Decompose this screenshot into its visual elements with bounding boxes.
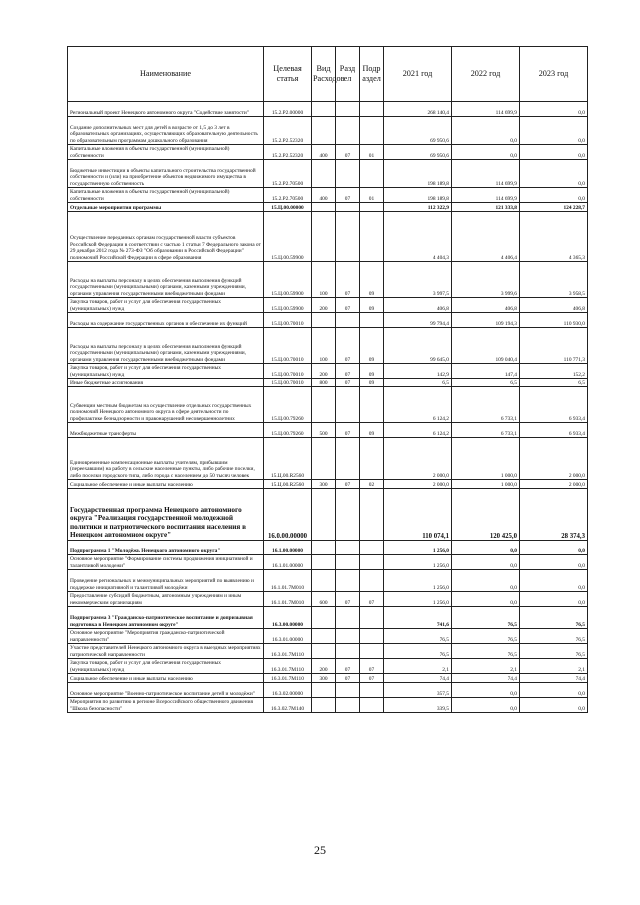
header-2022: 2022 год xyxy=(452,47,520,102)
row-amount-2021: 76,5 xyxy=(384,644,452,659)
table-row xyxy=(68,298,588,313)
row-amount-2022: 1 000,0 xyxy=(452,438,520,480)
row-amount-2021: 3 997,5 xyxy=(384,262,452,298)
row-name: Предоставление субсидий бюджетным, автономным учреждениям и иным некоммерческим организациям xyxy=(68,592,264,607)
row-name: Осуществление переданных органам государственной власти субъектов Российской Федерации в соответствии с частью 1 статьи 7 Федерального закона от 29 декабря 2012 года № 273-ФЗ "Об образовании в Российской Федерации" полномочий Российской Федерации в сфере образования xyxy=(68,212,264,262)
row-subsection xyxy=(360,541,384,555)
row-expense-type: 100 xyxy=(312,328,336,364)
row-section xyxy=(336,644,360,659)
table-row xyxy=(68,698,588,713)
row-expense-type xyxy=(312,438,336,480)
row-name: Расходы на выплаты персоналу в целях обеспечения выполнения функций государственными (муниципальными) органами, казенными учреждениями, органами управления государственными внебюджетными фондами xyxy=(68,262,264,298)
row-target-article: 15.Ц.00.R2560 xyxy=(264,438,312,480)
row-subsection xyxy=(360,683,384,698)
row-amount-2022: 6 733,1 xyxy=(452,387,520,423)
row-section xyxy=(336,387,360,423)
row-subsection: 07 xyxy=(360,674,384,683)
row-amount-2022: 74,4 xyxy=(452,674,520,683)
row-amount-2022: 76,5 xyxy=(452,607,520,629)
row-amount-2023: 0,0 xyxy=(520,117,588,145)
row-section: 07 xyxy=(336,188,360,203)
row-name: Участие представителей Ненецкого автономного округа в выездных мероприятиях патриотической направленности xyxy=(68,644,264,659)
row-amount-2022: 114 699,9 xyxy=(452,160,520,188)
row-expense-type xyxy=(312,698,336,713)
table-row xyxy=(68,674,588,683)
row-target-article: 15.Ц.00.R2560 xyxy=(264,480,312,489)
row-name: Подпрограмма 3 "Гражданско-патриотическое воспитание и допризывная подготовка в Ненецком автономном округе" xyxy=(68,607,264,629)
row-amount-2021: 112 322,9 xyxy=(384,203,452,212)
row-subsection: 01 xyxy=(360,145,384,160)
row-amount-2022: 0,0 xyxy=(452,698,520,713)
table-row xyxy=(68,328,588,364)
row-amount-2021: 142,9 xyxy=(384,364,452,379)
row-section xyxy=(336,160,360,188)
row-amount-2022: 0,0 xyxy=(452,683,520,698)
row-amount-2023: 74,4 xyxy=(520,674,588,683)
row-amount-2022: 0,0 xyxy=(452,145,520,160)
row-amount-2023: 0,0 xyxy=(520,698,588,713)
table-row xyxy=(68,379,588,387)
row-section xyxy=(336,313,360,328)
table-row xyxy=(68,102,588,117)
row-amount-2022: 0,0 xyxy=(452,555,520,570)
row-target-article: 16.3.02.7М140 xyxy=(264,698,312,713)
row-subsection xyxy=(360,489,384,541)
row-expense-type xyxy=(312,102,336,117)
row-target-article: 15.Ц.00.70010 xyxy=(264,379,312,387)
row-section xyxy=(336,570,360,592)
row-subsection xyxy=(360,160,384,188)
row-amount-2022: 0,0 xyxy=(452,541,520,555)
row-name: Социальное обеспечение и иные выплаты населению xyxy=(68,480,264,489)
row-amount-2023: 0,0 xyxy=(520,102,588,117)
row-expense-type: 300 xyxy=(312,480,336,489)
row-subsection xyxy=(360,203,384,212)
table-row xyxy=(68,212,588,262)
row-subsection xyxy=(360,117,384,145)
row-amount-2022: 120 425,0 xyxy=(452,489,520,541)
row-target-article: 16.1.01.00000 xyxy=(264,555,312,570)
row-name: Бюджетные инвестиции в объекты капитального строительства государственной собственности и (или) на приобретение объектов недвижимого имущества в государственную собственность xyxy=(68,160,264,188)
row-amount-2022: 3 999,6 xyxy=(452,262,520,298)
row-amount-2022: 109 194,3 xyxy=(452,313,520,328)
header-2023: 2023 год xyxy=(520,47,588,102)
table-row xyxy=(68,438,588,480)
row-target-article: 16.3.01.7М110 xyxy=(264,659,312,674)
row-subsection xyxy=(360,629,384,644)
row-subsection xyxy=(360,102,384,117)
row-amount-2021: 110 074,1 xyxy=(384,489,452,541)
row-target-article: 15.Ц.00.59900 xyxy=(264,212,312,262)
row-amount-2022: 0,0 xyxy=(452,570,520,592)
row-section: 07 xyxy=(336,480,360,489)
row-subsection xyxy=(360,387,384,423)
row-amount-2023: 0,0 xyxy=(520,555,588,570)
row-expense-type xyxy=(312,683,336,698)
row-amount-2023: 0,0 xyxy=(520,541,588,555)
row-expense-type xyxy=(312,489,336,541)
row-subsection xyxy=(360,607,384,629)
row-amount-2023: 0,0 xyxy=(520,145,588,160)
row-target-article: 16.3.00.00000 xyxy=(264,607,312,629)
row-target-article: 16.1.01.7М010 xyxy=(264,570,312,592)
row-amount-2021: 69 950,6 xyxy=(384,145,452,160)
row-subsection: 01 xyxy=(360,188,384,203)
row-amount-2021: 339,5 xyxy=(384,698,452,713)
row-expense-type xyxy=(312,313,336,328)
row-amount-2021: 268 140,4 xyxy=(384,102,452,117)
row-amount-2023: 3 958,5 xyxy=(520,262,588,298)
row-amount-2022: 6 733,1 xyxy=(452,423,520,438)
row-amount-2023: 152,2 xyxy=(520,364,588,379)
row-amount-2021: 6 124,2 xyxy=(384,423,452,438)
row-amount-2023: 0,0 xyxy=(520,160,588,188)
row-amount-2021: 741,6 xyxy=(384,607,452,629)
row-amount-2021: 357,5 xyxy=(384,683,452,698)
row-expense-type xyxy=(312,644,336,659)
row-amount-2021: 99 794,4 xyxy=(384,313,452,328)
row-target-article: 15.Ц.00.70010 xyxy=(264,364,312,379)
row-expense-type xyxy=(312,203,336,212)
row-amount-2021: 6,5 xyxy=(384,379,452,387)
row-name: Основное мероприятие "Формирование системы продвижения инициативной и талантливой молодежи" xyxy=(68,555,264,570)
row-subsection xyxy=(360,570,384,592)
row-name: Расходы на выплаты персоналу в целях обеспечения выполнения функций государственными (муниципальными) органами, казенными учреждениями, органами управления государственными внебюджетными фондами xyxy=(68,328,264,364)
row-target-article: 16.3.01.7М110 xyxy=(264,674,312,683)
row-amount-2022: 4 406,4 xyxy=(452,212,520,262)
table-row xyxy=(68,629,588,644)
row-amount-2022: 2,1 xyxy=(452,659,520,674)
header-subsection: Подр аздел xyxy=(360,47,384,102)
row-expense-type xyxy=(312,117,336,145)
row-section: 07 xyxy=(336,423,360,438)
row-target-article: 15.2.P2.70500 xyxy=(264,160,312,188)
row-amount-2021: 1 256,0 xyxy=(384,570,452,592)
row-subsection xyxy=(360,438,384,480)
table-row xyxy=(68,570,588,592)
row-section: 07 xyxy=(336,262,360,298)
row-target-article: 16.3.01.00000 xyxy=(264,629,312,644)
table-row xyxy=(68,607,588,629)
table-row xyxy=(68,480,588,489)
row-expense-type: 300 xyxy=(312,674,336,683)
row-expense-type xyxy=(312,541,336,555)
row-amount-2023: 2 000,0 xyxy=(520,480,588,489)
row-section: 07 xyxy=(336,145,360,160)
row-amount-2021: 6 124,2 xyxy=(384,387,452,423)
row-amount-2022: 6,5 xyxy=(452,379,520,387)
row-amount-2023: 6 933,4 xyxy=(520,423,588,438)
row-name: Государственная программа Ненецкого автономного округа "Реализация государственной молодежной политики и патриотического воспитания населения в Ненецком автономном округе" xyxy=(68,489,264,541)
row-amount-2023: 28 374,3 xyxy=(520,489,588,541)
table-row xyxy=(68,262,588,298)
row-amount-2023: 6 933,4 xyxy=(520,387,588,423)
row-section: 07 xyxy=(336,659,360,674)
row-amount-2023: 0,0 xyxy=(520,570,588,592)
row-amount-2023: 0,0 xyxy=(520,188,588,203)
table-body xyxy=(68,102,588,713)
row-expense-type: 100 xyxy=(312,262,336,298)
row-name: Иные бюджетные ассигнования xyxy=(68,379,264,387)
row-amount-2021: 406,8 xyxy=(384,298,452,313)
row-amount-2023: 124 228,7 xyxy=(520,203,588,212)
row-name: Закупка товаров, работ и услуг для обеспечения государственных (муниципальных) нужд xyxy=(68,659,264,674)
row-expense-type xyxy=(312,387,336,423)
row-expense-type xyxy=(312,629,336,644)
row-expense-type: 200 xyxy=(312,659,336,674)
row-name: Капитальные вложения в объекты государственной (муниципальной) собственности xyxy=(68,188,264,203)
row-target-article: 15.Ц.00.70010 xyxy=(264,328,312,364)
row-target-article: 15.2.P2.00000 xyxy=(264,102,312,117)
row-amount-2021: 198 189,8 xyxy=(384,188,452,203)
row-subsection: 09 xyxy=(360,379,384,387)
row-target-article: 15.Ц.00.59900 xyxy=(264,262,312,298)
header-expense-type: Вид Расходов xyxy=(312,47,336,102)
row-target-article: 15.2.P2.52320 xyxy=(264,117,312,145)
row-amount-2021: 1 256,0 xyxy=(384,555,452,570)
row-section xyxy=(336,698,360,713)
table-row xyxy=(68,188,588,203)
row-expense-type: 200 xyxy=(312,364,336,379)
row-amount-2022: 76,5 xyxy=(452,629,520,644)
row-name: Субвенции местным бюджетам на осуществление отдельных государственных полномочий Ненецкого автономного округа в сфере деятельности по профилактике безнадзорности и правонарушений несовершеннолетних xyxy=(68,387,264,423)
row-name: Единовременные компенсационные выплаты учителям, прибывшим (переехавшим) на работу в сельские населенные пункты, либо рабочие поселки, либо поселки городского типа, либо города с населением до 50 тысяч человек xyxy=(68,438,264,480)
table-row xyxy=(68,364,588,379)
row-amount-2023: 76,5 xyxy=(520,607,588,629)
header-2021: 2021 год xyxy=(384,47,452,102)
table-row xyxy=(68,644,588,659)
row-subsection: 07 xyxy=(360,592,384,607)
row-expense-type xyxy=(312,212,336,262)
row-amount-2023: 6,5 xyxy=(520,379,588,387)
header-article: Целевая статья xyxy=(264,47,312,102)
row-amount-2022: 406,8 xyxy=(452,298,520,313)
row-section xyxy=(336,683,360,698)
row-subsection: 09 xyxy=(360,298,384,313)
table-row xyxy=(68,489,588,541)
row-expense-type: 400 xyxy=(312,145,336,160)
row-section xyxy=(336,541,360,555)
row-amount-2021: 76,5 xyxy=(384,629,452,644)
row-expense-type: 800 xyxy=(312,379,336,387)
row-name: Проведение региональных и межмуниципальных мероприятий по выявлению и поддержке инициативной и талантливой молодёжи xyxy=(68,570,264,592)
row-amount-2023: 110 771,3 xyxy=(520,328,588,364)
row-subsection: 09 xyxy=(360,328,384,364)
row-amount-2023: 110 930,0 xyxy=(520,313,588,328)
row-amount-2023: 0,0 xyxy=(520,683,588,698)
row-section xyxy=(336,555,360,570)
row-name: Основное мероприятие "Военно-патриотическое воспитание детей и молодёжи" xyxy=(68,683,264,698)
row-subsection xyxy=(360,555,384,570)
row-amount-2022: 114 699,9 xyxy=(452,102,520,117)
row-target-article: 15.Ц.00.79260 xyxy=(264,423,312,438)
row-target-article: 15.Ц.00.70010 xyxy=(264,313,312,328)
table-row xyxy=(68,683,588,698)
row-section xyxy=(336,629,360,644)
row-name: Отдельные мероприятия программы xyxy=(68,203,264,212)
table-row xyxy=(68,555,588,570)
table-row xyxy=(68,313,588,328)
table-row xyxy=(68,117,588,145)
table-header-row xyxy=(68,47,588,102)
row-target-article: 16.3.01.7М110 xyxy=(264,644,312,659)
header-name: Наименование xyxy=(68,47,264,102)
row-subsection: 09 xyxy=(360,262,384,298)
row-subsection: 09 xyxy=(360,364,384,379)
row-amount-2022: 0,0 xyxy=(452,592,520,607)
row-subsection: 07 xyxy=(360,659,384,674)
row-subsection xyxy=(360,644,384,659)
row-expense-type: 200 xyxy=(312,298,336,313)
row-subsection xyxy=(360,698,384,713)
row-target-article: 15.2.P2.70500 xyxy=(264,188,312,203)
row-target-article: 15.Ц.00.59900 xyxy=(264,298,312,313)
row-amount-2022: 109 040,4 xyxy=(452,328,520,364)
row-section xyxy=(336,212,360,262)
row-expense-type xyxy=(312,607,336,629)
row-section: 07 xyxy=(336,328,360,364)
row-amount-2023: 4 365,3 xyxy=(520,212,588,262)
row-section xyxy=(336,489,360,541)
row-subsection xyxy=(360,313,384,328)
table-row xyxy=(68,659,588,674)
row-name: Межбюджетные трансферты xyxy=(68,423,264,438)
row-expense-type xyxy=(312,555,336,570)
row-subsection: 02 xyxy=(360,480,384,489)
row-amount-2022: 147,4 xyxy=(452,364,520,379)
row-name: Расходы на содержание государственных органов и обеспечение их функций xyxy=(68,313,264,328)
row-name: Подпрограмма 1 "Молодёжь Ненецкого автономного округа" xyxy=(68,541,264,555)
row-subsection: 09 xyxy=(360,423,384,438)
row-section xyxy=(336,117,360,145)
row-name: Социальное обеспечение и иные выплаты населению xyxy=(68,674,264,683)
row-target-article: 16.0.00.00000 xyxy=(264,489,312,541)
table-row xyxy=(68,387,588,423)
row-expense-type: 400 xyxy=(312,188,336,203)
row-expense-type: 600 xyxy=(312,592,336,607)
row-amount-2021: 2 000,0 xyxy=(384,438,452,480)
row-target-article: 15.Ц.00.79260 xyxy=(264,387,312,423)
row-amount-2023: 406,8 xyxy=(520,298,588,313)
row-section: 07 xyxy=(336,379,360,387)
row-target-article: 16.3.02.00000 xyxy=(264,683,312,698)
budget-table xyxy=(67,46,588,713)
table-row xyxy=(68,592,588,607)
row-name: Региональный проект Ненецкого автономного округа "Содействие занятости" xyxy=(68,102,264,117)
row-amount-2023: 76,5 xyxy=(520,629,588,644)
row-amount-2021: 69 950,6 xyxy=(384,117,452,145)
row-target-article: 15.Ц.00.00000 xyxy=(264,203,312,212)
row-name: Основное мероприятие "Мероприятия гражданско-патриотической направленности" xyxy=(68,629,264,644)
row-expense-type xyxy=(312,160,336,188)
row-name: Закупка товаров, работ и услуг для обеспечения государственных (муниципальных) нужд xyxy=(68,298,264,313)
row-amount-2021: 1 256,0 xyxy=(384,592,452,607)
row-amount-2021: 1 256,0 xyxy=(384,541,452,555)
row-amount-2021: 74,4 xyxy=(384,674,452,683)
row-section: 07 xyxy=(336,592,360,607)
row-amount-2023: 0,0 xyxy=(520,592,588,607)
row-amount-2021: 2,1 xyxy=(384,659,452,674)
row-amount-2021: 198 189,8 xyxy=(384,160,452,188)
row-section: 07 xyxy=(336,298,360,313)
row-target-article: 16.1.00.00000 xyxy=(264,541,312,555)
row-section: 07 xyxy=(336,674,360,683)
row-expense-type xyxy=(312,570,336,592)
row-amount-2021: 2 000,0 xyxy=(384,480,452,489)
table-row xyxy=(68,541,588,555)
table-row xyxy=(68,203,588,212)
row-amount-2023: 2,1 xyxy=(520,659,588,674)
row-expense-type: 500 xyxy=(312,423,336,438)
row-section xyxy=(336,203,360,212)
table-row xyxy=(68,145,588,160)
row-amount-2022: 121 333,8 xyxy=(452,203,520,212)
row-amount-2022: 1 000,0 xyxy=(452,480,520,489)
row-name: Закупка товаров, работ и услуг для обеспечения государственных (муниципальных) нужд xyxy=(68,364,264,379)
row-section xyxy=(336,102,360,117)
row-name: Создание дополнительных мест для детей в возрасте от 1,5 до 3 лет в образовательных организациях, осуществляющих образовательную деятельность по образовательным программам дошкольного образования xyxy=(68,117,264,145)
row-target-article: 15.2.P2.52320 xyxy=(264,145,312,160)
row-amount-2021: 99 645,0 xyxy=(384,328,452,364)
row-name: Капитальные вложения в объекты государственной (муниципальной) собственности xyxy=(68,145,264,160)
row-amount-2022: 76,5 xyxy=(452,644,520,659)
table-row xyxy=(68,423,588,438)
row-amount-2023: 76,5 xyxy=(520,644,588,659)
row-amount-2022: 114 699,9 xyxy=(452,188,520,203)
page-number: 25 xyxy=(314,843,326,857)
row-subsection xyxy=(360,212,384,262)
row-amount-2023: 2 000,0 xyxy=(520,438,588,480)
row-target-article: 16.1.01.7М010 xyxy=(264,592,312,607)
table-row xyxy=(68,160,588,188)
row-section: 07 xyxy=(336,364,360,379)
row-section xyxy=(336,607,360,629)
row-section xyxy=(336,438,360,480)
row-amount-2022: 0,0 xyxy=(452,117,520,145)
row-amount-2021: 4 404,3 xyxy=(384,212,452,262)
row-name: Мероприятия по развитию в регионе Всероссийского общественного движения "Школа безопасности" xyxy=(68,698,264,713)
header-section: Разд ел xyxy=(336,47,360,102)
